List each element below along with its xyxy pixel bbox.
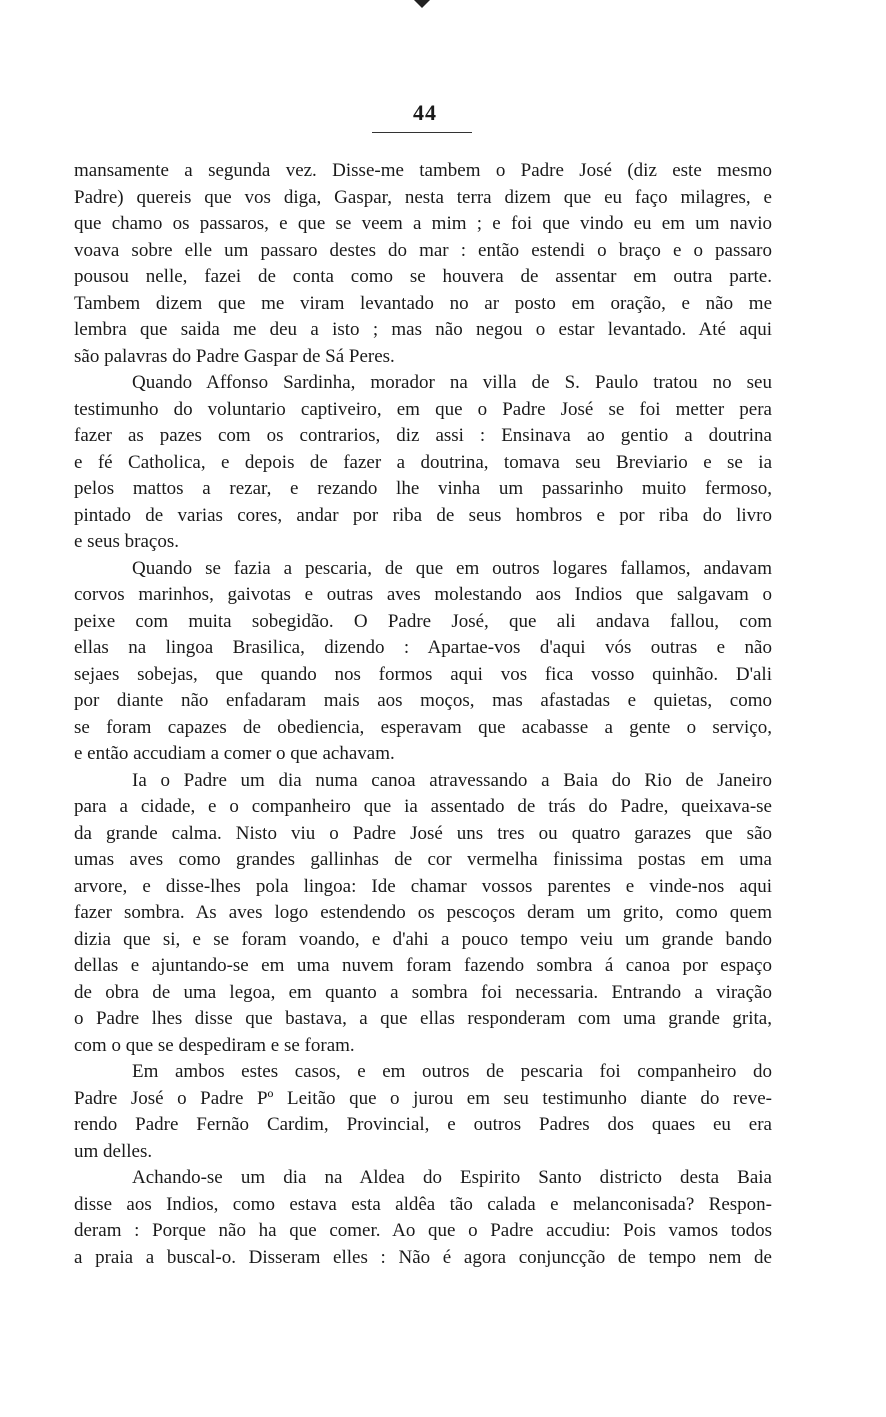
text-line: pintado de varias cores, andar por riba de seus hombros e por riba do livro: [74, 504, 772, 526]
text-line: Em ambos estes casos, e em outros de pescaria foi companheiro do: [132, 1061, 772, 1082]
text-line: de obra de uma legoa, em quanto a sombra foi necessaria. Entrando a viração: [74, 981, 772, 1003]
paragraph: [74, 1165, 772, 1271]
paragraph: [74, 158, 772, 370]
text-line: Padre) quereis que vos diga, Gaspar, nesta terra dizem que eu faço milagres, e: [74, 186, 772, 208]
text-line: arvore, e disse-lhes pola lingoa: Ide chamar vossos parentes e vinde-nos aqui: [74, 875, 772, 897]
text-line: um delles.: [74, 1140, 153, 1162]
text-line: ellas na lingoa Brasilica, dizendo : Apartae-vos d'aqui vós outras e não: [74, 637, 772, 658]
text-line: que chamo os passaros, e que se veem a mim ; e foi que vindo eu em um navio: [74, 213, 772, 234]
page-number: 44: [413, 100, 437, 125]
text-line: testimunho do voluntario captiveiro, em que o Padre José se foi metter pera: [74, 398, 772, 420]
text-line: por diante não enfadaram mais aos moços, mas afastadas e quietas, como: [74, 690, 772, 711]
text-line: da grande calma. Nisto viu o Padre José uns tres ou quatro garazes que são: [74, 822, 772, 844]
text-line: Quando se fazia a pescaria, de que em outros logares fallamos, andavam: [132, 557, 772, 579]
text-line: se foram capazes de obediencia, esperavam que acabasse a gente o serviço,: [74, 716, 772, 738]
paragraph: [74, 556, 772, 768]
text-line: rendo Padre Fernão Cardim, Provincial, e outros Padres dos quaes eu era: [74, 1114, 772, 1135]
text-line: mansamente a segunda vez. Disse-me tambem o Padre José (diz este mesmo: [74, 160, 772, 181]
text-line: para a cidade, e o companheiro que ia assentado de trás do Padre, queixava-se: [74, 796, 772, 817]
text-line: são palavras do Padre Gaspar de Sá Peres.: [74, 345, 395, 367]
top-print-mark: [414, 0, 430, 8]
text-line: peixe com muita sobegidão. O Padre José, que ali andava fallou, com: [74, 610, 772, 632]
text-line: deram : Porque não ha que comer. Ao que o Padre accudiu: Pois vamos todos: [74, 1220, 772, 1241]
text-line: Achando-se um dia na Aldea do Espirito Santo districto desta Baia: [132, 1167, 772, 1188]
paragraph: [74, 1059, 772, 1165]
text-line: Quando Affonso Sardinha, morador na villa de S. Paulo tratou no seu: [132, 372, 772, 393]
text-line: dellas e ajuntando-se em uma nuvem foram fazendo sombra á canoa por espaço: [74, 955, 772, 976]
text-line: e fé Catholica, e depois de fazer a doutrina, tomava seu Breviario e se ia: [74, 451, 772, 473]
text-line: sejaes sobejas, que quando nos formos aqui vos fica vosso quinhão. D'ali: [74, 663, 772, 685]
text-line: pelos mattos a rezar, e rezando lhe vinha um passarinho muito fermoso,: [74, 478, 772, 499]
text-line: Tambem dizem que me viram levantado no ar posto em oração, e não me: [74, 292, 772, 314]
text-line: lembra que saida me deu a isto ; mas não negou o estar levantado. Até aqui: [74, 319, 772, 340]
text-line: a praia a buscal-o. Disseram elles : Não é agora conjuncção de tempo nem de: [74, 1246, 772, 1268]
text-line: disse aos Indios, como estava esta aldêa tão calada e melanconisada? Respon-: [74, 1193, 772, 1215]
text-line: e então accudiam a comer o que achavam.: [74, 743, 395, 764]
text-line: pousou nelle, fazei de conta como se houvera de assentar em outra parte.: [74, 266, 772, 287]
text-line: corvos marinhos, gaivotas e outras aves molestando aos Indios que salgavam o: [74, 584, 772, 605]
text-line: o Padre lhes disse que bastava, a que ellas responderam com uma grande grita,: [74, 1008, 772, 1029]
text-line: dizia que si, e se foram voando, e d'ahi a pouco tempo veiu um grande bando: [74, 928, 772, 950]
text-line: umas aves como grandes gallinhas de cor vermelha finissima postas em uma: [74, 849, 772, 870]
text-line: Padre José o Padre Pº Leitão que o jurou em seu testimunho diante do reve-: [74, 1087, 772, 1109]
text-line: Ia o Padre um dia numa canoa atravessando a Baia do Rio de Janeiro: [132, 769, 772, 791]
text-line: fazer sombra. As aves logo estendendo os pescoços deram um grito, como quem: [74, 902, 772, 923]
text-line: e seus braços.: [74, 531, 179, 552]
paragraph: [74, 370, 772, 556]
body-text: [74, 158, 772, 1271]
text-line: com o que se despediram e se foram.: [74, 1034, 355, 1056]
text-line: fazer as pazes com os contrarios, diz assi : Ensinava ao gentio a doutrina: [74, 425, 772, 446]
header-rule: [372, 132, 472, 133]
paragraph: [74, 768, 772, 1060]
text-line: voava sobre elle um passaro destes do mar : então estendi o braço e o passaro: [74, 239, 772, 261]
